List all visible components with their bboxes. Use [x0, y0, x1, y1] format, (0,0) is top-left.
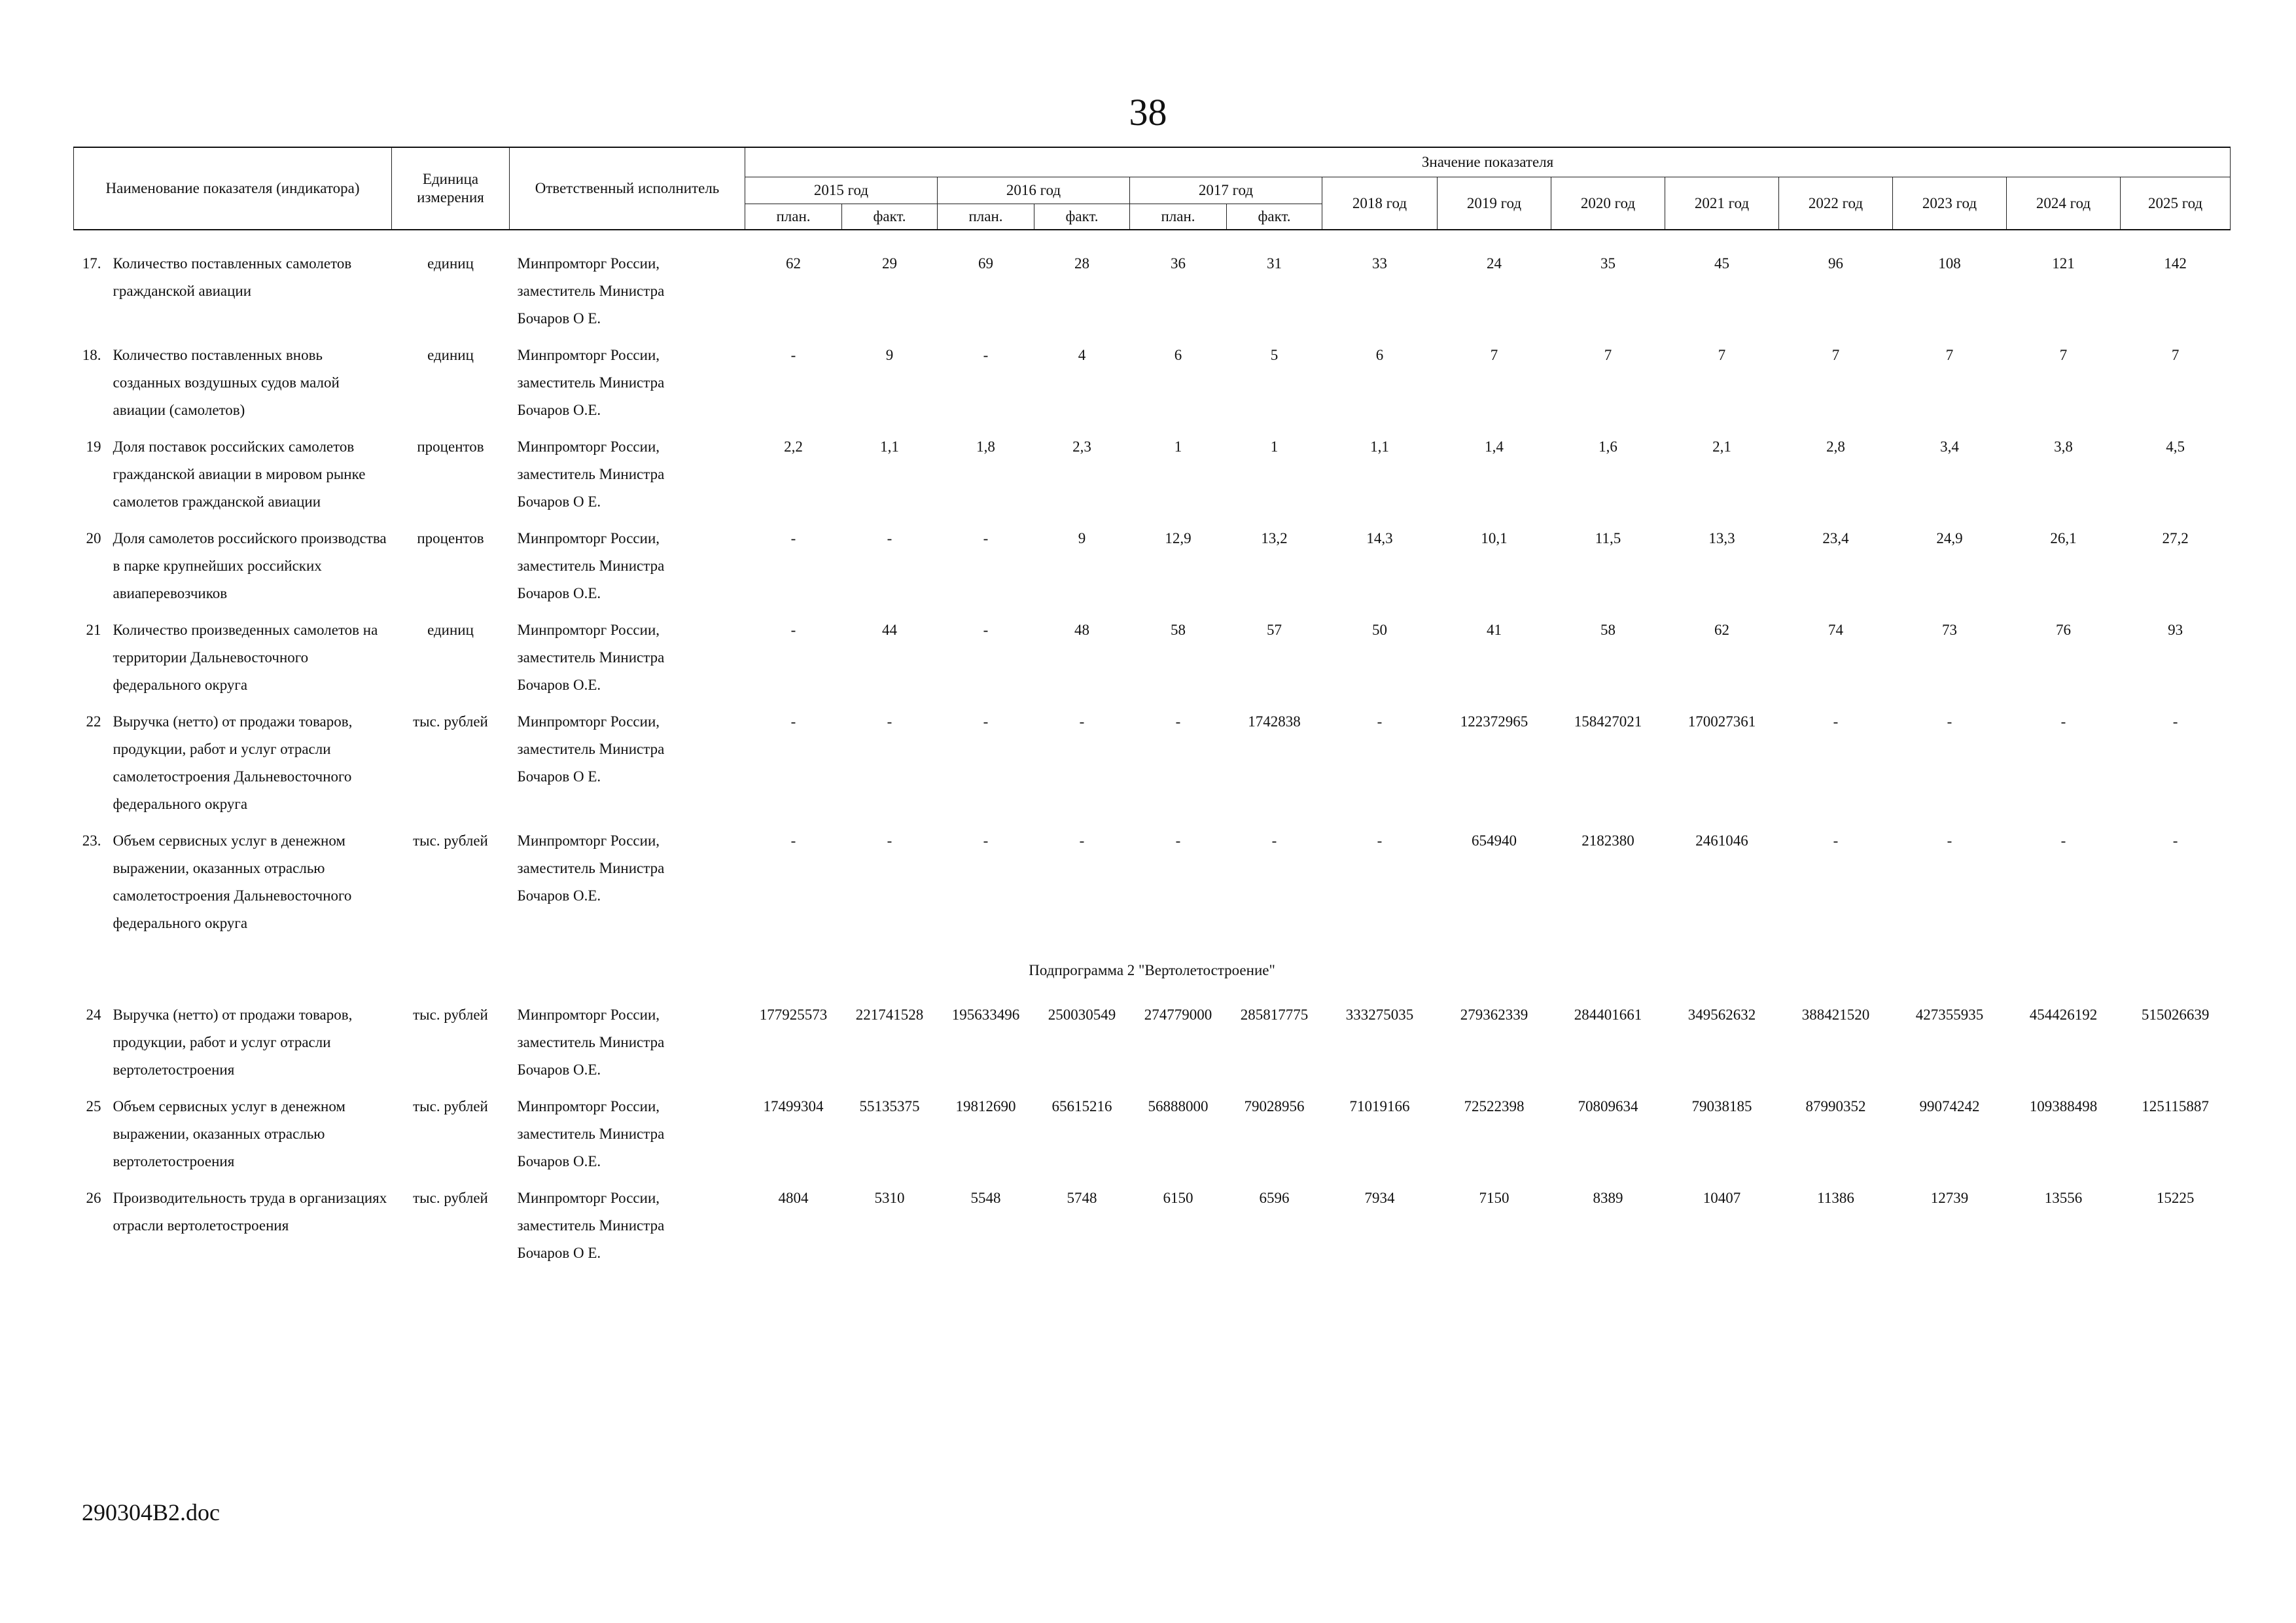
- value-cell: 454426192: [2029, 1007, 2098, 1023]
- header-year: 2024 год: [2007, 177, 2121, 230]
- row-number: 25: [86, 1098, 101, 1115]
- unit-of-measure: процентов: [417, 438, 484, 455]
- value-cell: -: [1833, 713, 1839, 730]
- table-row: [74, 433, 2231, 525]
- value-cell: 71019166: [1349, 1098, 1410, 1115]
- responsible-line: заместитель Министра: [517, 1217, 665, 1234]
- value-cell: -: [2172, 713, 2178, 730]
- unit-of-measure: процентов: [417, 530, 484, 546]
- value-cell: 69: [978, 255, 993, 272]
- indicator-name: Объем сервисных услуг в денежном выражении, оказанных отраслью самолетостроения Дальневосточного федерального округа: [113, 832, 352, 931]
- value-cell: 142: [2164, 255, 2187, 272]
- header-year-2015: 2015 год: [745, 177, 938, 204]
- value-cell: 96: [1828, 255, 1843, 272]
- table-row: [74, 525, 2231, 616]
- value-cell: -: [1377, 713, 1383, 730]
- responsible-executor: [510, 342, 745, 433]
- value-cell: 5748: [1067, 1190, 1097, 1206]
- row-number: 23.: [82, 832, 101, 849]
- value-cell: 17499304: [763, 1098, 824, 1115]
- responsible-line: Бочаров О.Е.: [517, 1061, 601, 1078]
- row-number: 17.: [82, 255, 101, 272]
- value-cell: -: [1079, 832, 1085, 849]
- responsible-line: Минпромторг России,: [517, 1098, 660, 1115]
- value-cell: 10,1: [1481, 530, 1508, 546]
- responsible-line: Минпромторг России,: [517, 347, 660, 363]
- value-cell: 72522398: [1464, 1098, 1525, 1115]
- header-fact: факт.: [1227, 204, 1322, 230]
- responsible-line: заместитель Министра: [517, 649, 665, 666]
- value-cell: 284401661: [1574, 1007, 1642, 1023]
- value-cell: 6596: [1259, 1190, 1290, 1206]
- value-cell: 5548: [970, 1190, 1001, 1206]
- value-cell: 79028956: [1244, 1098, 1305, 1115]
- responsible-line: Бочаров О.Е.: [517, 677, 601, 693]
- value-cell: -: [2060, 832, 2066, 849]
- value-cell: 24,9: [1936, 530, 1963, 546]
- header-unit: Единица измерения: [392, 147, 510, 230]
- indicator-name: Объем сервисных услуг в денежном выражении, оказанных отраслью вертолетостроения: [113, 1098, 345, 1169]
- responsible-line: заместитель Министра: [517, 1126, 665, 1142]
- value-cell: 7: [1831, 347, 1840, 363]
- page-number: 38: [1129, 91, 1167, 134]
- value-cell: 27,2: [2162, 530, 2189, 546]
- header-responsible: Ответственный исполнитель: [510, 147, 745, 230]
- value-cell: 13,2: [1261, 530, 1288, 546]
- header-fact: факт.: [1034, 204, 1130, 230]
- value-cell: 333275035: [1345, 1007, 1414, 1023]
- value-cell: 93: [2168, 622, 2183, 638]
- value-cell: 7: [1718, 347, 1726, 363]
- header-year: 2025 год: [2121, 177, 2231, 230]
- value-cell: 45: [1714, 255, 1729, 272]
- value-cell: 13556: [2044, 1190, 2083, 1206]
- responsible-executor: [510, 1185, 745, 1276]
- header-value-group: Значение показателя: [745, 147, 2231, 177]
- unit-of-measure: единиц: [427, 622, 474, 638]
- value-cell: 48: [1074, 622, 1089, 638]
- value-cell: 1742838: [1248, 713, 1301, 730]
- value-cell: -: [1947, 832, 1952, 849]
- value-cell: 28: [1074, 255, 1089, 272]
- footer-filename: 290304B2.doc: [82, 1499, 220, 1525]
- value-cell: 87990352: [1805, 1098, 1866, 1115]
- value-cell: 56888000: [1148, 1098, 1209, 1115]
- responsible-line: заместитель Министра: [517, 741, 665, 757]
- responsible-line: заместитель Министра: [517, 1034, 665, 1050]
- value-cell: -: [790, 713, 796, 730]
- value-cell: -: [1947, 713, 1952, 730]
- value-cell: -: [790, 530, 796, 546]
- table-row: [74, 342, 2231, 433]
- value-cell: 76: [2056, 622, 2071, 638]
- value-cell: 2,1: [1712, 438, 1731, 455]
- header-name: Наименование показателя (индикатора): [74, 147, 392, 230]
- responsible-line: Минпромторг России,: [517, 530, 660, 546]
- value-cell: -: [887, 530, 892, 546]
- value-cell: 55135375: [859, 1098, 920, 1115]
- responsible-line: Минпромторг России,: [517, 1190, 660, 1206]
- row-number: 19: [86, 438, 101, 455]
- value-cell: 50: [1372, 622, 1387, 638]
- value-cell: 12,9: [1165, 530, 1192, 546]
- value-cell: 2,2: [784, 438, 803, 455]
- responsible-line: Минпромторг России,: [517, 438, 660, 455]
- value-cell: 108: [1938, 255, 1961, 272]
- responsible-line: заместитель Министра: [517, 860, 665, 876]
- value-cell: 19812690: [955, 1098, 1016, 1115]
- value-cell: 170027361: [1687, 713, 1756, 730]
- value-cell: 5: [1270, 347, 1279, 363]
- value-cell: 6: [1174, 347, 1182, 363]
- header-year: 2022 год: [1779, 177, 1893, 230]
- subprogram-row: [74, 946, 2231, 1001]
- header-year: 2018 год: [1322, 177, 1438, 230]
- value-cell: 3,8: [2054, 438, 2073, 455]
- value-cell: -: [790, 832, 796, 849]
- unit-of-measure: тыс. рублей: [413, 1098, 488, 1115]
- value-cell: 9: [885, 347, 894, 363]
- table-row: [74, 1185, 2231, 1276]
- value-cell: 7934: [1364, 1190, 1395, 1206]
- value-cell: 109388498: [2029, 1098, 2098, 1115]
- indicator-name: Производительность труда в организациях отрасли вертолетостроения: [113, 1190, 387, 1234]
- value-cell: -: [983, 832, 989, 849]
- responsible-executor: [510, 433, 745, 525]
- responsible-line: Минпромторг России,: [517, 832, 660, 849]
- row-number: 22: [86, 713, 101, 730]
- value-cell: 7: [1945, 347, 1954, 363]
- table-row: [74, 1093, 2231, 1185]
- value-cell: 11386: [1817, 1190, 1854, 1206]
- responsible-executor: [510, 525, 745, 616]
- indicator-name: Выручка (нетто) от продажи товаров, продукции, работ и услуг отрасли вертолетостроения: [113, 1007, 353, 1078]
- value-cell: 73: [1942, 622, 1957, 638]
- responsible-line: Бочаров О.Е.: [517, 887, 601, 904]
- responsible-line: Минпромторг России,: [517, 255, 660, 272]
- responsible-executor: [510, 1093, 745, 1185]
- value-cell: 285817775: [1240, 1007, 1309, 1023]
- value-cell: 23,4: [1822, 530, 1849, 546]
- responsible-executor: [510, 250, 745, 342]
- responsible-line: заместитель Министра: [517, 374, 665, 391]
- header-year: 2020 год: [1551, 177, 1665, 230]
- header-year-2016: 2016 год: [938, 177, 1130, 204]
- value-cell: 7: [2059, 347, 2068, 363]
- value-cell: 2,3: [1072, 438, 1091, 455]
- responsible-line: Бочаров О Е.: [517, 310, 601, 327]
- value-cell: 99074242: [1919, 1098, 1980, 1115]
- header-plan: план.: [745, 204, 842, 230]
- row-number: 21: [86, 622, 101, 638]
- indicator-name: Доля самолетов российского производства в парке крупнейших российских авиаперевозчиков: [113, 530, 387, 601]
- value-cell: 427355935: [1915, 1007, 1984, 1023]
- value-cell: 4804: [778, 1190, 809, 1206]
- value-cell: 2461046: [1695, 832, 1748, 849]
- row-number: 20: [86, 530, 101, 546]
- value-cell: 7: [1604, 347, 1612, 363]
- value-cell: 7: [1490, 347, 1498, 363]
- value-cell: -: [1271, 832, 1277, 849]
- value-cell: 62: [1714, 622, 1729, 638]
- header-year: 2019 год: [1438, 177, 1551, 230]
- responsible-executor: [510, 1001, 745, 1093]
- responsible-line: заместитель Министра: [517, 283, 665, 299]
- table-header: [74, 147, 2231, 230]
- value-cell: -: [983, 713, 989, 730]
- value-cell: -: [1377, 832, 1383, 849]
- value-cell: 41: [1487, 622, 1502, 638]
- header-year: 2023 год: [1893, 177, 2007, 230]
- responsible-line: Бочаров О.Е.: [517, 585, 601, 601]
- value-cell: 4: [1078, 347, 1086, 363]
- value-cell: 15225: [2156, 1190, 2195, 1206]
- responsible-line: заместитель Министра: [517, 466, 665, 482]
- value-cell: -: [983, 347, 989, 363]
- value-cell: -: [1833, 832, 1839, 849]
- value-cell: 1,8: [976, 438, 995, 455]
- row-number: 26: [86, 1190, 101, 1206]
- row-number: 18.: [82, 347, 101, 363]
- value-cell: 2182380: [1581, 832, 1634, 849]
- unit-of-measure: единиц: [427, 347, 474, 363]
- table-row: [74, 708, 2231, 827]
- subprogram-title: Подпрограмма 2 "Вертолетостроение": [1029, 962, 1275, 978]
- value-cell: 12739: [1930, 1190, 1969, 1206]
- responsible-executor: [510, 827, 745, 946]
- value-cell: -: [790, 347, 796, 363]
- responsible-line: Бочаров О.Е.: [517, 1153, 601, 1169]
- value-cell: 125115887: [2142, 1098, 2209, 1115]
- value-cell: 1,4: [1485, 438, 1504, 455]
- value-cell: -: [887, 713, 892, 730]
- indicator-name: Выручка (нетто) от продажи товаров, продукции, работ и услуг отрасли самолетостроения Дальневосточного федерального округа: [113, 713, 353, 812]
- value-cell: 7: [2171, 347, 2180, 363]
- header-plan: план.: [938, 204, 1034, 230]
- value-cell: 1: [1270, 438, 1279, 455]
- unit-of-measure: тыс. рублей: [413, 713, 488, 730]
- value-cell: 3,4: [1940, 438, 1959, 455]
- value-cell: 250030549: [1048, 1007, 1116, 1023]
- value-cell: 36: [1171, 255, 1186, 272]
- table-row: [74, 827, 2231, 946]
- indicators-table: [73, 147, 2231, 1276]
- responsible-line: Бочаров О Е.: [517, 1245, 601, 1261]
- unit-of-measure: единиц: [427, 255, 474, 272]
- value-cell: 1: [1174, 438, 1182, 455]
- value-cell: 70809634: [1578, 1098, 1638, 1115]
- value-cell: 13,3: [1708, 530, 1735, 546]
- value-cell: 14,3: [1366, 530, 1393, 546]
- value-cell: 29: [882, 255, 897, 272]
- unit-of-measure: тыс. рублей: [413, 832, 488, 849]
- value-cell: 7150: [1479, 1190, 1510, 1206]
- value-cell: 9: [1078, 530, 1086, 546]
- value-cell: 24: [1487, 255, 1502, 272]
- indicator-name: Доля поставок российских самолетов гражданской авиации в мировом рынке самолетов гражданской авиации: [113, 438, 366, 510]
- value-cell: 515026639: [2141, 1007, 2210, 1023]
- value-cell: 58: [1171, 622, 1186, 638]
- value-cell: 221741528: [855, 1007, 924, 1023]
- table-row: [74, 1001, 2231, 1093]
- value-cell: 6150: [1163, 1190, 1193, 1206]
- value-cell: 274779000: [1144, 1007, 1212, 1023]
- value-cell: 5310: [874, 1190, 905, 1206]
- value-cell: -: [790, 622, 796, 638]
- value-cell: 11,5: [1595, 530, 1621, 546]
- responsible-line: Минпромторг России,: [517, 1007, 660, 1023]
- table-body: [74, 230, 2231, 1276]
- value-cell: 57: [1267, 622, 1282, 638]
- unit-of-measure: тыс. рублей: [413, 1190, 488, 1206]
- row-number: 24: [86, 1007, 101, 1023]
- value-cell: 4,5: [2166, 438, 2185, 455]
- header-plan: план.: [1130, 204, 1227, 230]
- value-cell: -: [1175, 713, 1181, 730]
- value-cell: 10407: [1703, 1190, 1741, 1206]
- value-cell: 654940: [1472, 832, 1517, 849]
- value-cell: 279362339: [1460, 1007, 1528, 1023]
- value-cell: -: [2060, 713, 2066, 730]
- indicator-name: Количество поставленных самолетов гражданской авиации: [113, 255, 352, 299]
- value-cell: 26,1: [2050, 530, 2077, 546]
- indicator-name: Количество произведенных самолетов на территории Дальневосточного федерального округа: [113, 622, 378, 693]
- value-cell: 122372965: [1460, 713, 1528, 730]
- value-cell: -: [983, 622, 989, 638]
- value-cell: 62: [786, 255, 801, 272]
- value-cell: 2,8: [1826, 438, 1845, 455]
- value-cell: 33: [1372, 255, 1387, 272]
- table-row: [74, 616, 2231, 708]
- header-year-2017: 2017 год: [1130, 177, 1322, 204]
- responsible-line: Бочаров О.Е.: [517, 402, 601, 418]
- value-cell: 79038185: [1691, 1098, 1752, 1115]
- value-cell: 58: [1600, 622, 1616, 638]
- responsible-line: Бочаров О Е.: [517, 768, 601, 785]
- value-cell: 349562632: [1687, 1007, 1756, 1023]
- value-cell: 74: [1828, 622, 1843, 638]
- responsible-line: Минпромторг России,: [517, 622, 660, 638]
- value-cell: -: [1175, 832, 1181, 849]
- value-cell: -: [2172, 832, 2178, 849]
- value-cell: -: [983, 530, 989, 546]
- responsible-line: заместитель Министра: [517, 558, 665, 574]
- value-cell: 195633496: [951, 1007, 1020, 1023]
- value-cell: 65615216: [1051, 1098, 1112, 1115]
- responsible-line: Бочаров О Е.: [517, 493, 601, 510]
- unit-of-measure: тыс. рублей: [413, 1007, 488, 1023]
- value-cell: 158427021: [1574, 713, 1642, 730]
- value-cell: 6: [1375, 347, 1384, 363]
- value-cell: 31: [1267, 255, 1282, 272]
- value-cell: 35: [1600, 255, 1616, 272]
- value-cell: 388421520: [1801, 1007, 1870, 1023]
- value-cell: 1,1: [880, 438, 899, 455]
- value-cell: 44: [882, 622, 897, 638]
- value-cell: 121: [2052, 255, 2075, 272]
- header-fact: факт.: [842, 204, 938, 230]
- responsible-executor: [510, 616, 745, 708]
- value-cell: -: [1079, 713, 1085, 730]
- indicator-name: Количество поставленных вновь созданных воздушных судов малой авиации (самолетов): [113, 347, 340, 418]
- value-cell: -: [887, 832, 892, 849]
- value-cell: 8389: [1593, 1190, 1623, 1206]
- header-year: 2021 год: [1665, 177, 1779, 230]
- responsible-executor: [510, 708, 745, 827]
- value-cell: 177925573: [759, 1007, 828, 1023]
- table-row: [74, 250, 2231, 342]
- value-cell: 1,1: [1370, 438, 1389, 455]
- responsible-line: Минпромторг России,: [517, 713, 660, 730]
- value-cell: 1,6: [1598, 438, 1617, 455]
